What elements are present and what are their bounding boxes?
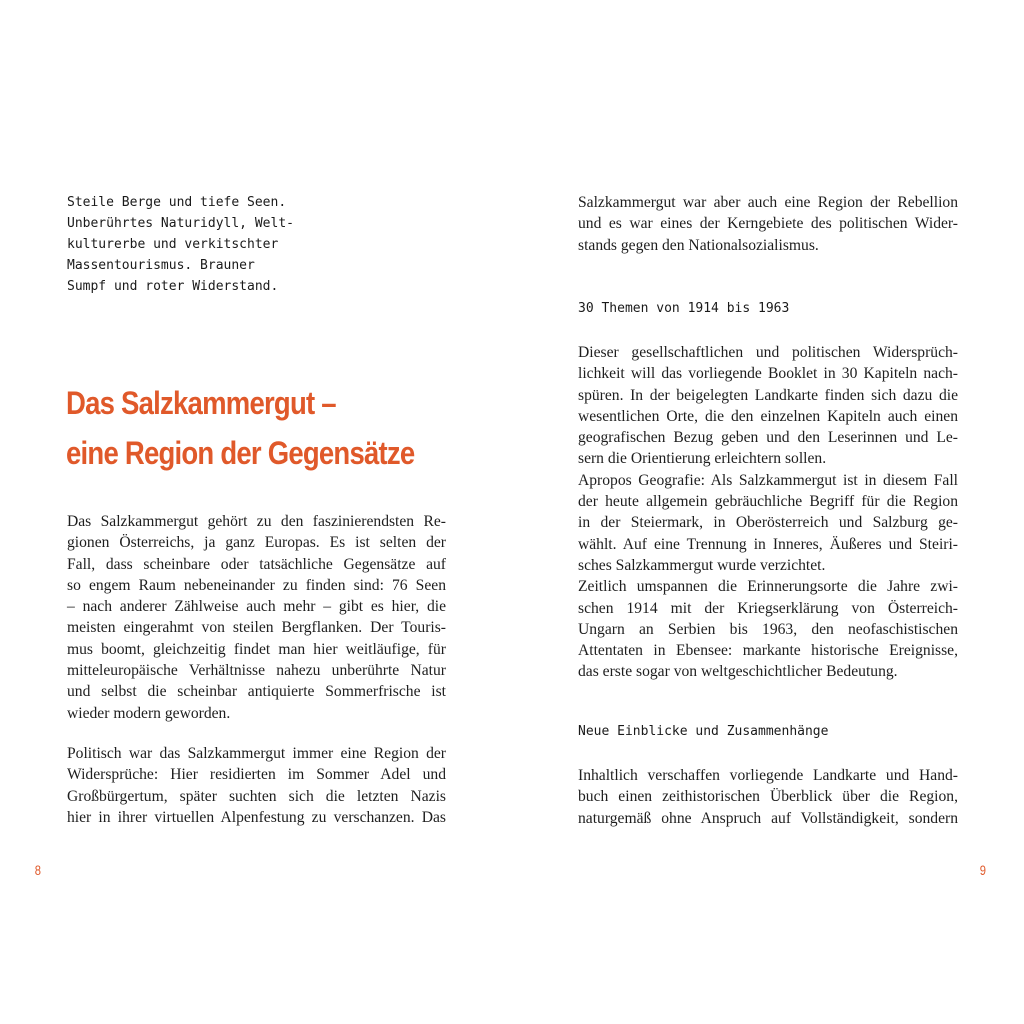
text-line: wieder modern geworden. xyxy=(67,704,231,722)
body-paragraph-1 xyxy=(67,511,446,724)
text-line: Ungarn an Serbien bis 1963, den neofaschistischen xyxy=(578,620,958,638)
text-line: Widersprüche: Hier residierten im Sommer Adel und xyxy=(67,766,446,784)
text-line: wählt. Auf eine Trennung in Inneres, Äußeres und Steiri- xyxy=(578,535,958,553)
text-line: sern die Orientierung erleichtern sollen. xyxy=(578,450,827,468)
text-line: naturgemäß ohne Anspruch auf Vollständigkeit, sondern xyxy=(578,809,958,827)
text-line: Das Salzkammergut gehört zu den faszinierendsten Re- xyxy=(67,513,446,530)
text-line: – nach anderer Zählweise auch mehr – gibt es hier, die xyxy=(67,598,446,616)
text-line: mus boomt, gleichzeitig findet man hier weitläufige, für xyxy=(67,640,446,658)
text-line: Dieser gesellschaftlichen und politischen Widersprüch- xyxy=(578,344,958,361)
text-line: Inhaltlich verschaffen vorliegende Landkarte und Hand- xyxy=(578,767,958,784)
intro-text xyxy=(67,192,427,297)
text-line: geografischen Bezug geben und den Leserinnen und Le- xyxy=(578,429,958,447)
body-paragraph-3 xyxy=(578,192,958,256)
text-line: in der Steiermark, in Oberösterreich und Salzburg ge- xyxy=(578,514,958,532)
text-line: Großbürgertum, später suchten sich die letzten Nazis xyxy=(67,787,446,805)
text-line: spüren. In der beigelegten Landkarte finden sich dazu die xyxy=(578,386,958,404)
text-line: schen 1914 mit der Kriegserklärung von Österreich- xyxy=(578,599,958,617)
heading-line: Das Salzkammergut – xyxy=(66,385,336,421)
chapter-heading xyxy=(66,378,427,478)
text-line: wesentlichen Orte, die den einzelnen Kapiteln auch einen xyxy=(578,407,958,425)
page-number-right: 9 xyxy=(979,862,987,878)
body-paragraph-4 xyxy=(578,342,958,683)
text-line: sches Salzkammergut wurde verzichtet. xyxy=(578,556,826,574)
text-line: hier in ihrer virtuellen Alpenfestung zu verschanzen. Das xyxy=(67,808,446,826)
section-subheading: 30 Themen von 1914 bis 1963 xyxy=(578,301,790,316)
text-line: das erste sogar von weltgeschichtlicher Bedeutung. xyxy=(578,663,898,681)
text-line: buch einen zeithistorischen Überblick über die Region, xyxy=(578,788,958,806)
section-subheading: Neue Einblicke und Zusammenhänge xyxy=(578,724,829,739)
intro-line: Massentourismus. Brauner xyxy=(67,258,255,273)
intro-line: kulturerbe und verkitschter xyxy=(67,237,279,252)
heading-line: eine Region der Gegensätze xyxy=(66,435,415,471)
body-paragraph-2 xyxy=(67,743,446,828)
text-line: und es war eines der Kerngebiete des politischen Wider- xyxy=(578,215,958,233)
text-line: und selbst die scheinbar antiquierte Sommerfrische ist xyxy=(67,683,446,701)
intro-line: Unberührtes Naturidyll, Welt- xyxy=(67,216,294,231)
text-line: Zeitlich umspannen die Erinnerungsorte die Jahre zwi- xyxy=(578,578,958,596)
text-line: meisten eingerahmt von steilen Bergflanken. Der Touris- xyxy=(67,619,446,637)
text-line: Attentaten in Ebensee: markante historische Ereignisse, xyxy=(578,642,958,660)
text-line: stands gegen den Nationalsozialismus. xyxy=(578,236,819,254)
text-line: Salzkammergut war aber auch eine Region der Rebellion xyxy=(578,194,958,211)
text-line: lichkeit will das vorliegende Booklet in 30 Kapiteln nach- xyxy=(578,365,958,383)
body-paragraph-5 xyxy=(578,765,958,829)
intro-line: Sumpf und roter Widerstand. xyxy=(67,279,279,294)
text-line: Politisch war das Salzkammergut immer eine Region der xyxy=(67,745,446,762)
intro-line: Steile Berge und tiefe Seen. xyxy=(67,195,287,210)
text-line: Fall, dass scheinbare oder tatsächliche Gegensätze auf xyxy=(67,555,446,573)
right-page xyxy=(512,0,1024,1024)
text-line: Apropos Geografie: Als Salzkammergut ist in diesem Fall xyxy=(578,471,958,489)
text-line: gionen Österreichs, ja ganz Europas. Es ist selten der xyxy=(67,534,446,552)
text-line: mitteleuropäische Verhältnisse nahezu unberührte Natur xyxy=(67,662,446,680)
page-number-left: 8 xyxy=(34,862,42,878)
text-line: der heute allgemein gebräuchliche Begriff für die Region xyxy=(578,493,958,511)
text-line: so engem Raum nebeneinander zu finden sind: 76 Seen xyxy=(67,576,446,594)
